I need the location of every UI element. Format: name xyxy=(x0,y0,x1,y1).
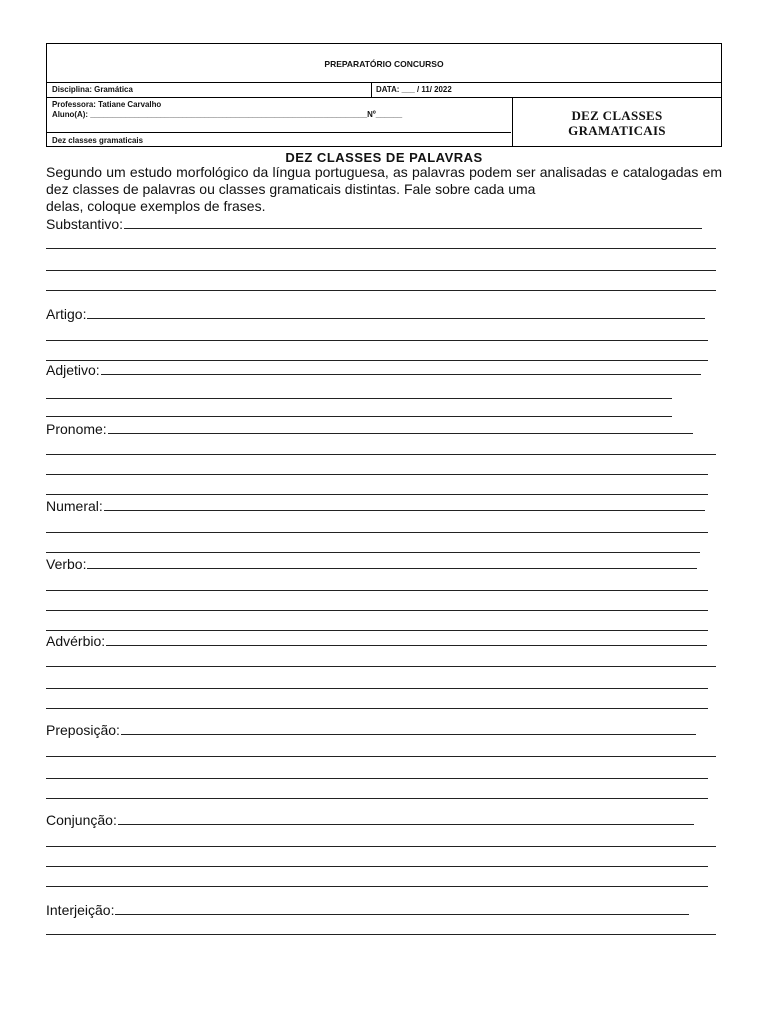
section-numeral xyxy=(46,498,705,514)
answer-line[interactable] xyxy=(46,934,716,935)
section-label: Preposição: xyxy=(46,722,120,738)
answer-line[interactable] xyxy=(121,723,696,735)
answer-line[interactable] xyxy=(46,756,716,757)
section-label: Interjeição: xyxy=(46,902,115,918)
answer-line[interactable] xyxy=(46,666,716,667)
answer-line[interactable] xyxy=(46,688,708,689)
answer-line[interactable] xyxy=(118,813,694,825)
date-field: DATA: ___ / 11/ 2022 xyxy=(376,84,452,94)
section-label: Pronome: xyxy=(46,421,107,437)
section-label: Verbo: xyxy=(46,556,87,572)
worksheet-title-line: GRAMATICAIS xyxy=(568,123,666,138)
section-label: Numeral: xyxy=(46,498,103,514)
answer-line[interactable] xyxy=(46,398,672,399)
header-divider xyxy=(47,132,511,133)
section-adjetivo xyxy=(46,362,701,378)
section-label: Artigo: xyxy=(46,306,87,322)
answer-line[interactable] xyxy=(115,903,689,915)
answer-line[interactable] xyxy=(46,454,716,455)
worksheet-title-box xyxy=(513,108,721,138)
section-label: Conjunção: xyxy=(46,812,117,828)
section-label: Substantivo: xyxy=(46,216,124,232)
discipline-label: Disciplina: Gramática xyxy=(52,84,133,94)
answer-line[interactable] xyxy=(46,474,708,475)
answer-line[interactable] xyxy=(108,422,693,434)
answer-line[interactable] xyxy=(46,416,672,417)
answer-line[interactable] xyxy=(46,778,708,779)
section-verbo xyxy=(46,556,697,572)
section-preposicao xyxy=(46,722,696,738)
intro-text-last: delas, coloque exemplos de frases. xyxy=(46,198,266,214)
answer-line[interactable] xyxy=(46,494,708,495)
document-title: DEZ CLASSES DE PALAVRAS xyxy=(285,150,483,165)
section-pronome xyxy=(46,421,693,437)
answer-line[interactable] xyxy=(87,307,705,319)
answer-line[interactable] xyxy=(106,634,707,646)
answer-line[interactable] xyxy=(46,610,708,611)
answer-line[interactable] xyxy=(101,363,701,375)
answer-line[interactable] xyxy=(46,248,716,249)
answer-line[interactable] xyxy=(46,340,708,341)
answer-line[interactable] xyxy=(104,499,705,511)
answer-line[interactable] xyxy=(46,846,716,847)
answer-line[interactable] xyxy=(46,708,708,709)
answer-line[interactable] xyxy=(46,360,708,361)
intro-text: Segundo um estudo morfológico da língua portuguesa, as palavras podem ser analisadas e catalogadas em dez classes de palavras ou classes gramaticais distintas. Fale sobre cada uma xyxy=(46,164,722,197)
student-name-field: Aluno(A): _______________________________________________________________Nº______ xyxy=(52,109,403,119)
worksheet-header xyxy=(46,43,722,147)
section-substantivo xyxy=(46,216,702,232)
answer-line[interactable] xyxy=(46,532,708,533)
section-interjeicao xyxy=(46,902,689,918)
header-divider xyxy=(47,82,721,83)
section-label: Adjetivo: xyxy=(46,362,100,378)
answer-line[interactable] xyxy=(46,270,716,271)
answer-line[interactable] xyxy=(124,217,702,229)
worksheet-title-line: DEZ CLASSES xyxy=(571,108,663,123)
answer-line[interactable] xyxy=(46,886,708,887)
header-divider xyxy=(47,97,721,98)
answer-line[interactable] xyxy=(46,798,708,799)
answer-line[interactable] xyxy=(46,630,708,631)
section-conjuncao xyxy=(46,812,694,828)
answer-line[interactable] xyxy=(46,290,716,291)
section-label: Advérbio: xyxy=(46,633,106,649)
section-artigo xyxy=(46,306,705,322)
answer-line[interactable] xyxy=(87,557,697,569)
section-adverbio xyxy=(46,633,707,649)
answer-line[interactable] xyxy=(46,552,700,553)
intro-paragraph xyxy=(46,164,722,215)
answer-line[interactable] xyxy=(46,590,708,591)
topic-label: Dez classes gramaticais xyxy=(52,135,143,145)
header-divider xyxy=(371,82,372,97)
program-title: PREPARATÓRIO CONCURSO xyxy=(324,59,444,69)
answer-line[interactable] xyxy=(46,866,708,867)
teacher-label: Professora: Tatiane Carvalho xyxy=(52,99,162,109)
